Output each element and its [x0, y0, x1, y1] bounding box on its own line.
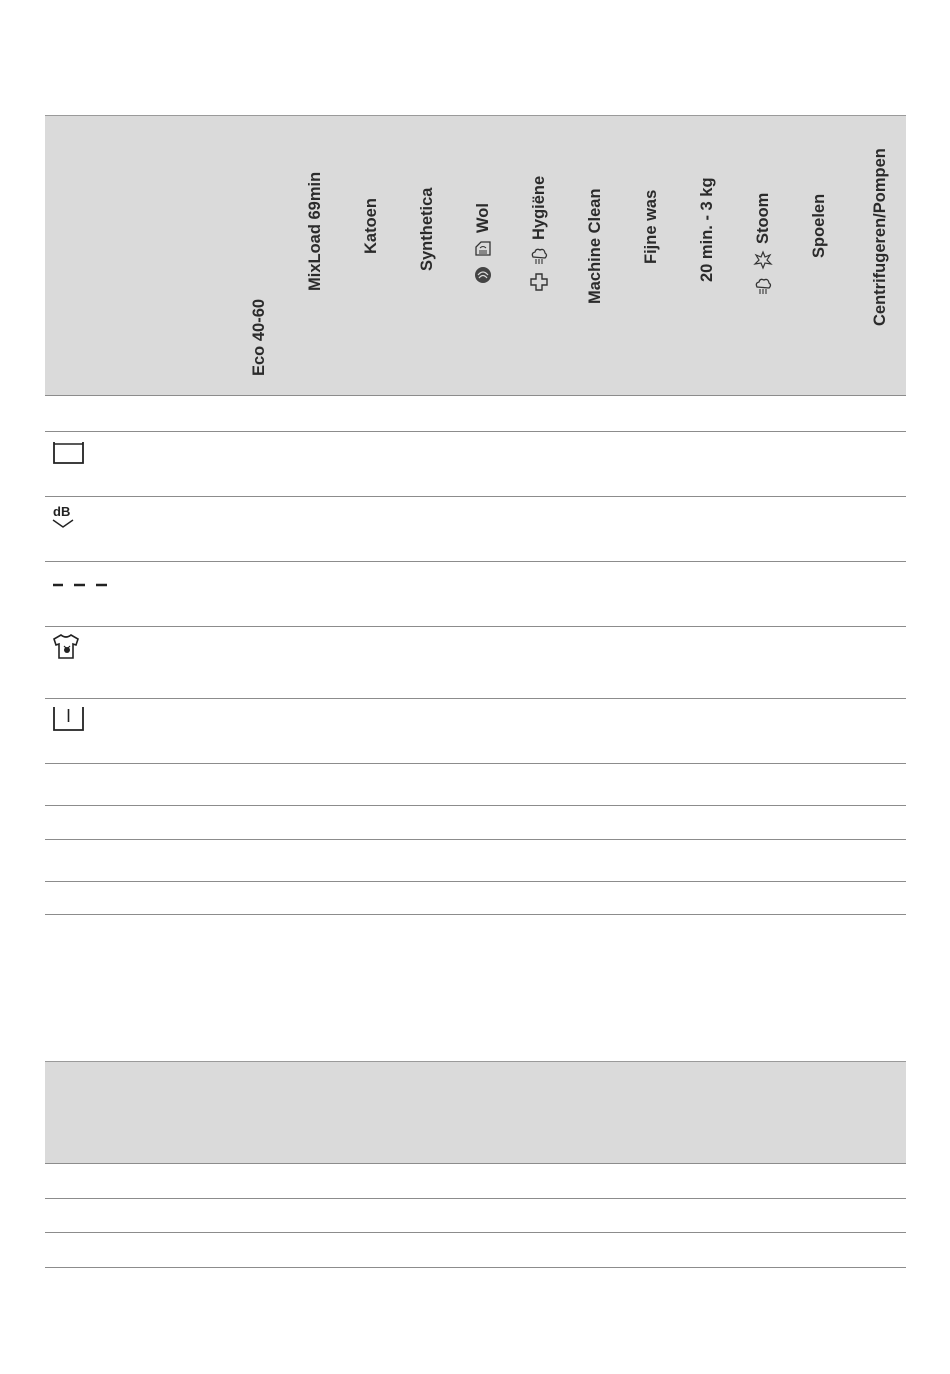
- steam-cloud-icon: [753, 276, 773, 296]
- row-divider: [45, 839, 906, 840]
- wool-icon: [473, 265, 493, 285]
- column-header-katoen: [361, 116, 380, 396]
- handwash-icon: [473, 239, 493, 259]
- column-header-centrifugeren: [870, 116, 889, 396]
- table2-header: [45, 1061, 906, 1163]
- column-label: Machine Clean: [586, 188, 604, 304]
- row-divider: [45, 914, 906, 915]
- steam-cloud-icon: [529, 246, 549, 266]
- column-header-machine-clean: [585, 116, 604, 396]
- row-divider: [45, 1198, 906, 1199]
- column-header-eco: [249, 116, 268, 396]
- column-label: 20 min. - 3 kg: [698, 177, 716, 282]
- row-icon-drum-hold: [52, 705, 112, 735]
- column-label: Centrifugeren/Pompen: [871, 148, 889, 326]
- row-divider: [45, 626, 906, 627]
- row-divider: [45, 1267, 906, 1268]
- drum-rinse-hold-icon: [52, 705, 86, 733]
- column-header-hygiene: [529, 116, 548, 396]
- row-divider: [45, 698, 906, 699]
- row-icon-drum: [52, 440, 112, 470]
- column-label: Hygiëne: [530, 175, 548, 240]
- column-header-20min: [697, 116, 716, 396]
- row-icon-shirt: [52, 633, 112, 663]
- row-divider: [45, 496, 906, 497]
- row-icon-dashes: [52, 577, 112, 607]
- shirt-stain-icon: [52, 633, 82, 661]
- column-label: Spoelen: [810, 193, 828, 258]
- row-divider: [45, 1163, 906, 1164]
- row-divider: [45, 395, 906, 396]
- column-header-stoom: [753, 116, 772, 396]
- db-silent-icon: [52, 503, 82, 533]
- column-header-wol: [473, 116, 492, 396]
- table1-header: [45, 115, 906, 395]
- column-label: Wol: [474, 203, 492, 233]
- column-header-spoelen: [809, 116, 828, 396]
- steam-burst-icon: [753, 250, 773, 270]
- column-label: Katoen: [362, 198, 380, 254]
- hygiene-cross-icon: [529, 272, 549, 292]
- column-label: Stoom: [754, 192, 772, 244]
- row-divider: [45, 561, 906, 562]
- dashes-icon: [52, 577, 112, 593]
- column-label: MixLoad 69min: [306, 171, 324, 291]
- column-label: Fijne was: [642, 189, 660, 264]
- row-divider: [45, 1232, 906, 1233]
- column-label: Eco 40-60: [250, 298, 268, 376]
- row-divider: [45, 431, 906, 432]
- column-header-fijne-was: [641, 116, 660, 396]
- svg-text:dB: dB: [53, 504, 71, 519]
- column-header-mixload: [305, 116, 324, 396]
- row-divider: [45, 805, 906, 806]
- column-label: Synthetica: [418, 187, 436, 271]
- row-divider: [45, 763, 906, 764]
- row-divider: [45, 881, 906, 882]
- row-icon-db: [52, 503, 112, 533]
- drum-empty-icon: [52, 440, 86, 466]
- column-header-synthetica: [417, 116, 436, 396]
